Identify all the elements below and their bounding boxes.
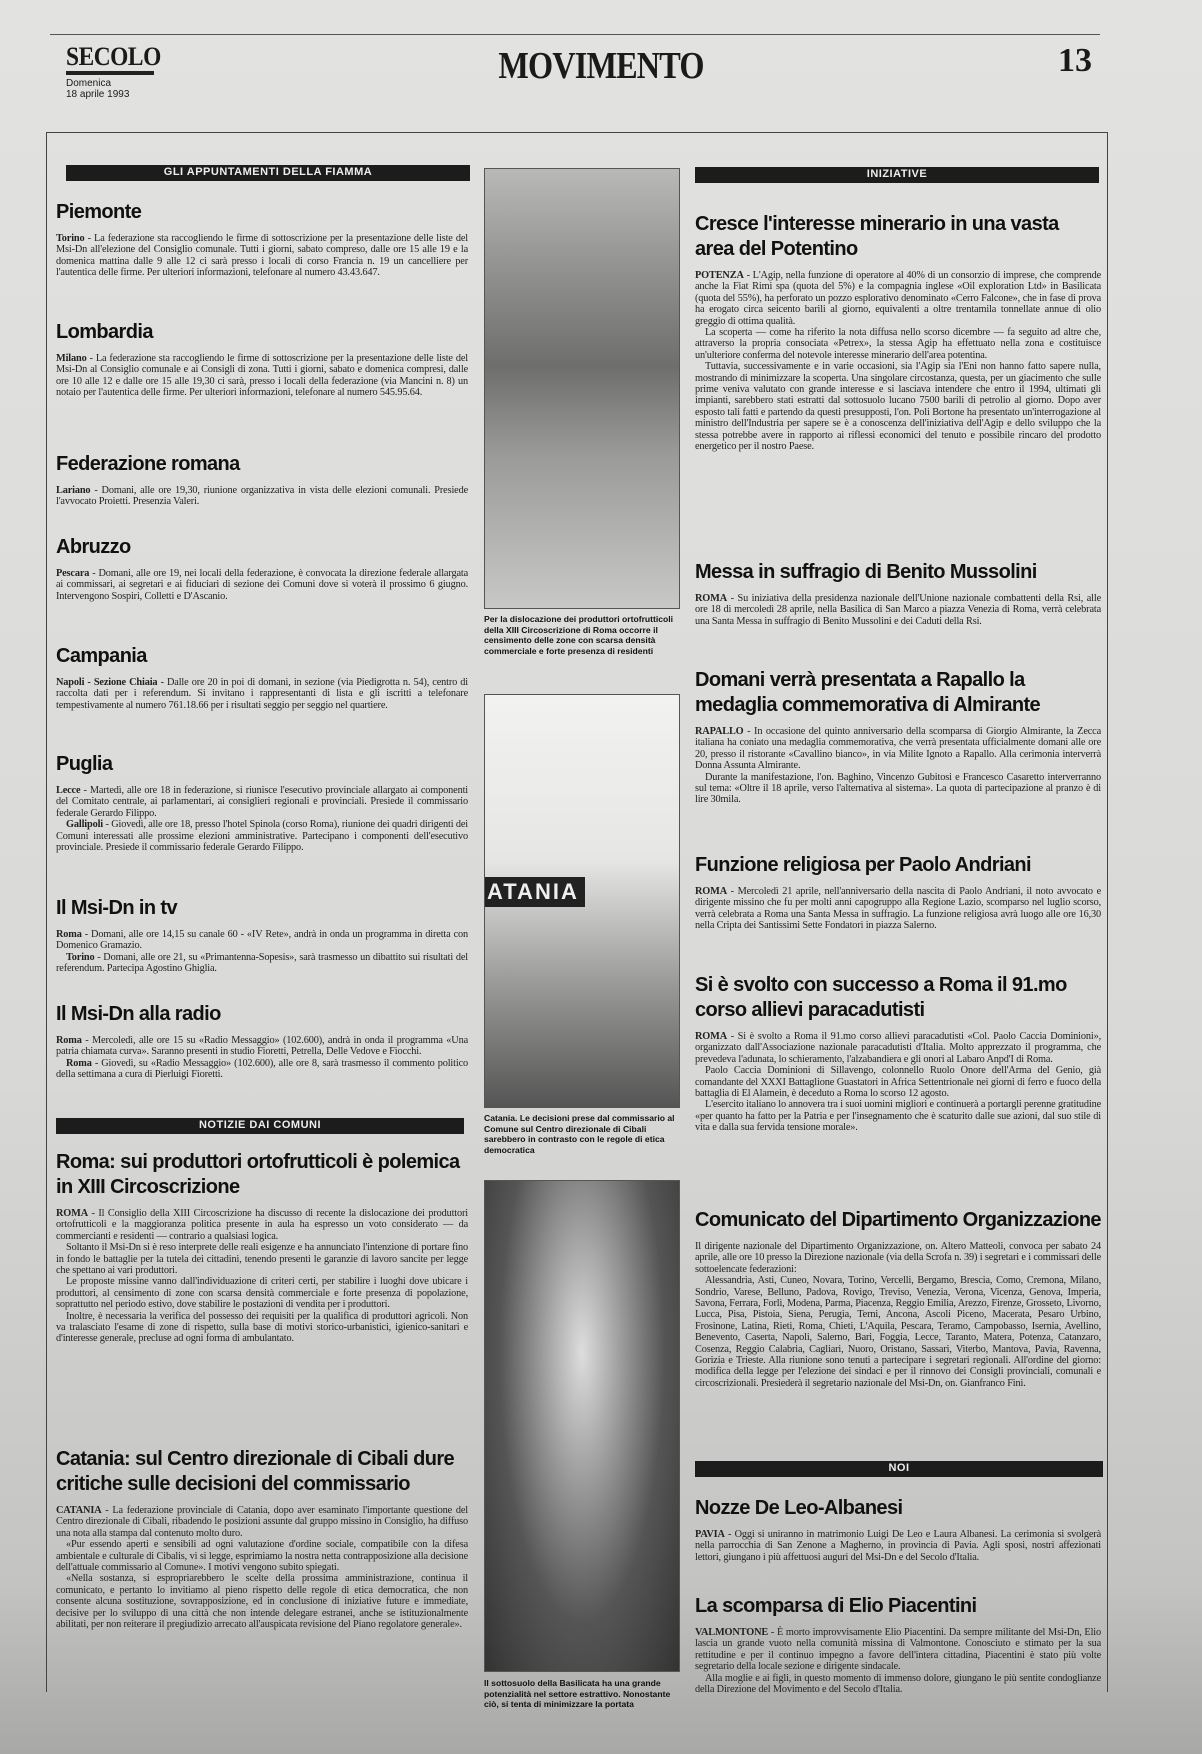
notice-section xyxy=(56,320,468,399)
body-paragraph xyxy=(56,1276,468,1310)
paragraph-text: - La federazione sta raccogliendo le firme di sottoscrizione per la presentazione delle liste del Msi-Dn all'elezione del Consiglio comunale. Tutti i giorni, sabato compreso, dalle ore 15 alle 19 e la domenica mattina dalle 9 alle 12 ci sarà presso i locali di corso Francia n. 19 un cancelliere per l'autentica delle firme. Per ulteriori informazioni, telefonare al numero 43.43.647. xyxy=(56,233,468,279)
section-heading: Puglia xyxy=(56,753,113,775)
dateline: POTENZA xyxy=(695,270,744,281)
paragraph-text: - Domani, alle ore 14,15 su canale 60 - «IV Rete», andrà in onda un programma in diretta con Domenico Gramazio. xyxy=(56,929,468,952)
body-paragraph xyxy=(695,1099,1101,1133)
paragraph-text: Inoltre, è necessaria la verifica del possesso dei requisiti per la qualifica di produttori agricoli. Non va tralasciato l'esame di zone di rispetto, sulla base di motivi storico-urbanistici, igienico-sanitari e d'interesse generale, precluse ad ogni forma di ambulantato. xyxy=(56,1310,468,1345)
body-paragraph xyxy=(56,1573,468,1630)
paragraph-text: Soltanto il Msi-Dn si è reso interprete delle reali esigenze e ha annunciato l'intenzione di portare fino in fondo le battaglie per la tutela dei cittadini, tenendo presenti le garanzie di lavoro sancite per legge che spettano ai vari produttori. xyxy=(56,1242,468,1277)
paragraph-text: - Domani, alle ore 19,30, riunione organizzativa in vista delle elezioni comunali. Presiede l'avvocato Proietti. Presenzia Valeri. xyxy=(56,485,468,508)
news-article xyxy=(695,668,1101,806)
body-paragraph xyxy=(695,1673,1101,1696)
dateline: CATANIA xyxy=(56,1505,102,1516)
section-heading: Federazione romana xyxy=(56,453,240,475)
paragraph-text: - L'Agip, nella funzione di operatore al 40% di un consorzio di imprese, che comprende anche la Fiat Rimi spa (quota del 5%) e la compagnia inglese «Oil exploration Ltd» in Basilicata (quota del 55%), ha perforato un pozzo esplorativo denominato «Cerro Falcone», che in fase di prova ha erogato circa seicento barili al giorno, equivalenti a oltre trentamila tonnellate annue di olio greggio di ottima qualità. xyxy=(695,270,1101,327)
news-article xyxy=(695,212,1101,453)
paragraph-text: - Giovedì, su «Radio Messaggio» (102.600), alle ore 8, sarà trasmesso il commento politico della settimana a cura di Pierluigi Fioretti. xyxy=(56,1057,468,1081)
paragraph-text: Paolo Caccia Dominioni di Sillavengo, colonnello Ruolo Onore dell'Arma del Genio, già comandante del XXXI Battaglione Guastatori in Africa Settentrionale nei giorni di ferro e fuoco della battaglia di El Alamein, è deceduto a Roma lo scorso 12 agosto. xyxy=(695,1065,1101,1100)
paragraph-text: Alla moglie e ai figli, in questo momento di immenso dolore, giungano le più sentite condoglianze della Direzione del Movimento e del Secolo d'Italia. xyxy=(695,1672,1101,1696)
paragraph-text: - Dalle ore 20 in poi di domani, in sezione (via Piedigrotta n. 54), centro di raccolta dati per i referendum. Si invitano i rappresentanti di lista e gli iscritti a telefonare tempestivamente al numero 761.18.66 per i risultati seggio per seggio nel quartiere. xyxy=(56,677,468,711)
body-paragraph xyxy=(56,952,468,975)
body-paragraph xyxy=(56,1539,468,1573)
dateline: ROMA xyxy=(695,593,728,604)
paragraph-text: «Pur essendo aperti e sensibili ad ogni valutazione d'ordine sociale, compatibile con la difesa ambientale e culturale di Cibalis, vi si legge, esprimiamo la nostra netta contrapposizione alla decisione dell'attuale commissario al Comune». I motivi vengono subito spiegati. xyxy=(56,1539,468,1574)
issue-date-text: 18 aprile 1993 xyxy=(66,89,130,100)
banner-notizie-comuni: NOTIZIE DAI COMUNI xyxy=(56,1118,464,1134)
section-heading: Domani verrà presentata a Rapallo la medaglia commemorativa di Almirante xyxy=(695,669,1041,716)
paragraph-text: - Mercoledì, alle ore 15 su «Radio Messaggio» (102.600), andrà in onda il programma «Una patria chiamata curva». Saranno presenti in studio Fioretti, Petrella, Delle Vedove e Fiocchi. xyxy=(56,1035,468,1058)
notice-section xyxy=(56,535,468,602)
banner-noi: NOI xyxy=(695,1461,1103,1477)
dateline: Lariano xyxy=(56,485,91,496)
body-paragraph xyxy=(56,1208,468,1242)
body-paragraph xyxy=(56,929,468,952)
section-heading: Piemonte xyxy=(56,201,142,223)
notice-section xyxy=(56,452,468,508)
paragraph-text: - Oggi si uniranno in matrimonio Luigi De Leo e Laura Albanesi. La cerimonia si svolgerà nella parrocchia di San Zenone a Magherno, in provincia di Pavia. Agli sposi, nostri affezionati lettori, giungano i più affettuosi auguri del Msi-Dn e del Secolo d'Italia. xyxy=(695,1529,1101,1563)
notice-section xyxy=(56,200,468,279)
paragraph-text: - È morto improvvisamente Elio Piacentini. Da sempre militante del Msi-Dn, Elio lascia un grande vuoto nella comunità missina di Valmontone. Conosciuto e stimato per la sua rettitudine e per il continuo impegno a favore dell'intera cittadina, Piacentini è stato più volte segretario della locale sezione e dirigente sindacale. xyxy=(695,1627,1101,1673)
banner-appuntamenti: GLI APPUNTAMENTI DELLA FIAMMA xyxy=(66,165,470,181)
notice-section xyxy=(56,1002,468,1081)
paragraph-text: - La federazione provinciale di Catania, dopo aver esaminato l'importante questione del Centro direzionale di Cibali, ribadendo le posizioni assunte dal gruppo missino in Consiglio, ha diffuso una nota alla stampa dal contenuto molto duro. xyxy=(56,1505,468,1539)
photo-caption: Il sottosuolo della Basilicata ha una grande potenzialità nel settore estrattivo. Nonostante ciò, si tenta di minimizzare la portata xyxy=(484,1678,671,1710)
notice-section xyxy=(56,644,468,711)
body-paragraph xyxy=(56,485,468,508)
photo-oil-rig xyxy=(484,1180,680,1672)
issue-day: Domenica xyxy=(66,78,112,89)
body-paragraph xyxy=(56,568,468,602)
news-article xyxy=(695,973,1101,1134)
dateline: ROMA xyxy=(695,886,728,897)
body-paragraph xyxy=(56,819,468,853)
body-paragraph xyxy=(695,772,1101,806)
body-paragraph xyxy=(695,1529,1101,1563)
banner-iniziative: INIZIATIVE xyxy=(695,167,1099,183)
body-paragraph xyxy=(56,1035,468,1058)
paragraph-text: - La federazione sta raccogliendo le firme di sottoscrizione per la presentazione delle liste del Msi-Dn al Consiglio comunale e ai Consigli di zona. Tutti i giorni, sabato e domenica compresi, dalle ore 10 alle 12 e dalle ore 15 alle 19,30 ci sarà, presso i locali della federazione (via Mancini n. 8) un notaio per l'autentica delle firme. Per ulteriori informazioni, telefonare al numero 545.95.64. xyxy=(56,353,468,399)
body-paragraph xyxy=(695,270,1101,327)
paragraph-text: - Giovedì, alle ore 18, presso l'hotel Spinola (corso Roma), riunione dei quadri dirigenti dei Comuni interessati alle prossime elezioni amministrative. Partecipano i componenti dell'esecutivo provinciale. Presiede il commissario federale Gerardo Filippo. xyxy=(56,819,468,854)
section-heading: Messa in suffragio di Benito Mussolini xyxy=(695,561,1037,583)
section-heading: Il Msi-Dn in tv xyxy=(56,897,178,919)
dateline: Lecce xyxy=(56,785,81,796)
section-heading: Il Msi-Dn alla radio xyxy=(56,1003,221,1025)
dateline: VALMONTONE xyxy=(695,1627,769,1638)
body-paragraph xyxy=(695,1627,1101,1673)
section-heading: Funzione religiosa per Paolo Andriani xyxy=(695,854,1031,876)
dateline: RAPALLO xyxy=(695,726,744,737)
body-paragraph xyxy=(56,785,468,819)
body-paragraph xyxy=(695,1241,1101,1275)
body-paragraph xyxy=(695,726,1101,772)
section-heading: Nozze De Leo-Albanesi xyxy=(695,1497,903,1519)
paragraph-text: - In occasione del quinto anniversario della scomparsa di Giorgio Almirante, la Zecca italiana ha coniato una medaglia commemorativa, che verrà presentata ufficialmente domani alle ore 20, presso il ristorante «Cavallino bianco», in via Milite Ignoto a Rapallo. Alla cerimonia interverrà Donna Assunta Almirante. xyxy=(695,726,1101,772)
paragraph-text: - Si è svolto a Roma il 91.mo corso allievi paracadutisti «Col. Paolo Caccia Dominioni», organizzato dall'Associazione nazionale paracadutisti d'Italia. Molto apprezzato il programma, che prevedeva l'adunata, lo schieramento, l'alzabandiera e gli onori al Labaro Anpd'I di Roma. xyxy=(695,1031,1101,1065)
dateline: Pescara xyxy=(56,568,90,579)
body-paragraph xyxy=(56,1505,468,1539)
body-paragraph xyxy=(695,361,1101,452)
body-paragraph xyxy=(695,886,1101,932)
section-heading: La scomparsa di Elio Piacentini xyxy=(695,1595,977,1617)
newspaper-logo: SECOLO xyxy=(66,42,161,71)
dateline: Gallipoli xyxy=(66,819,103,831)
body-paragraph xyxy=(56,353,468,399)
paragraph-text: Le proposte missine vanno dall'individuazione di criteri certi, per stabilire i luoghi dove ubicare i produttori, al censimento di zone con scarsa densità commerciale e forte presenza di popolazione, soprattutto nel periodo estivo, dove stabilire le postazioni di vendita per i produttori. xyxy=(56,1276,468,1311)
paragraph-text: Il dirigente nazionale del Dipartimento Organizzazione, on. Altero Matteoli, convoca per sabato 24 aprile, alle ore 10 presso la Direzione nazionale (via della Scrofa n. 39) i segretari e i commissari delle sottoelencate federazioni: xyxy=(695,1241,1101,1275)
section-heading: Lombardia xyxy=(56,321,153,343)
paragraph-text: Alessandria, Asti, Cuneo, Novara, Torino, Vercelli, Bergamo, Brescia, Como, Cremona, Milano, Sondrio, Varese, Belluno, Padova, Rovigo, Treviso, Venezia, Verona, Vicenza, Genova, Imperia, Savona, Ferrara, Forlì, Modena, Parma, Piacenza, Reggio Emilia, Arezzo, Firenze, Grosseto, Livorno, Lucca, Pisa, Pistoia, Siena, Perugia, Terni, Ancona, Ascoli Piceno, Macerata, Pesaro Urbino, Frosinone, Latina, Rieti, Roma, Chieti, L'Aquila, Pescara, Teramo, Campobasso, Isernia, Avellino, Benevento, Caserta, Napoli, Salerno, Bari, Foggia, Lecce, Taranto, Matera, Potenza, Catanzaro, Cosenza, Reggio Calabria, Cagliari, Nuoro, Oristano, Sassari, Viterbo, Mantova, Pavia, Ravenna, Gorizia e Trieste. Alla riunione sono tenuti a partecipare i segretari regionali. All'ordine del giorno: modifica della legge per l'elezione dei sindaci e per il rinnovo dei Consigli provinciali, comunali e circoscrizionali. Presiederà il segretario nazionale del Msi-Dn, on. Gianfranco Fini. xyxy=(695,1275,1101,1389)
paragraph-text: - Il Consiglio della XIII Circoscrizione ha discusso di recente la dislocazione dei produttori ortofrutticoli e la maggioranza politica presente in aula ha espresso un voto considerato — da commercianti e residenti — contrario a qualsiasi logica. xyxy=(56,1208,468,1242)
section-heading: Campania xyxy=(56,645,147,667)
news-article xyxy=(695,853,1101,932)
paragraph-text: La scoperta — come ha riferito la nota diffusa nello scorso dicembre — fa seguito ad altre che, attraverso la propria consociata «Petrex», la stessa Agip ha effettuato nella zona e costituisce un'ulteriore conferma del notevole interesse minerario dell'area potentina. xyxy=(695,327,1101,361)
photo-caption: Per la dislocazione dei produttori ortofrutticoli della XIII Circoscrizione di Roma occorre il censimento delle zone con scarsa densità commerciale e forte presenza di residenti xyxy=(484,614,674,656)
paragraph-text: L'esercito italiano lo annovera tra i suoi uomini migliori e continuerà a portargli perenne gratitudine «per quanto ha fatto per la Patria e per l'insegnamento che è scaturito dalle sue azioni, dal suo stile di vita e dalla sua fervida tensione morale». xyxy=(695,1099,1101,1134)
dateline: PAVIA xyxy=(695,1529,725,1540)
dateline: Milano xyxy=(56,353,87,364)
section-heading: Catania: sul Centro direzionale di Cibali dure critiche sulle decisioni del commissario xyxy=(56,1448,455,1495)
body-paragraph xyxy=(695,327,1101,361)
notice-section xyxy=(56,752,468,853)
dateline: Roma xyxy=(56,929,82,940)
noi-article xyxy=(695,1594,1101,1695)
photo-caption: Catania. Le decisioni prese dal commissario al Comune sul Centro direzionale di Cibali sarebbero in contrasto con le regole di etica democratica xyxy=(484,1113,675,1155)
section-title: MOVIMENTO xyxy=(498,45,704,87)
photo-sign-text: ATANIA xyxy=(484,877,585,907)
paragraph-text: Durante la manifestazione, l'on. Baghino, Vincenzo Gubitosi e Francesco Casaretto interverranno sul tema: «Oltre il 18 aprile, verso l'alternativa al sistema». La quota di partecipazione al pranzo è di lire 30mila. xyxy=(695,771,1101,806)
dateline: ROMA xyxy=(695,1031,728,1042)
notice-section xyxy=(56,896,468,975)
dateline: Napoli - Sezione Chiaia xyxy=(56,677,158,688)
paragraph-text: - Su iniziativa della presidenza nazionale dell'Unione nazionale combattenti della Rsi, alle ore 18 di mercoledì 28 aprile, nella Basilica di San Marco a piazza Venezia di Roma, verrà celebrata una Santa Messa in suffragio di Benito Mussolini e dei Caduti della Rsi. xyxy=(695,593,1101,627)
dateline: Roma xyxy=(66,1057,92,1069)
section-heading: Si è svolto con successo a Roma il 91.mo corso allievi paracadutisti xyxy=(695,974,1067,1021)
top-rule xyxy=(50,34,1100,35)
news-article xyxy=(695,1208,1101,1389)
page-number: 13 xyxy=(1058,42,1092,79)
noi-article xyxy=(695,1496,1101,1563)
body-paragraph xyxy=(56,677,468,711)
paragraph-text: - Domani, alle ore 19, nei locali della federazione, è convocata la direzione federale allargata ai commissari, ai segretari e ai fiduciari di sezione dei Comuni dove si voterà il prossimo 6 giugno. Intervengono Sospiri, Colletti e D'Ascanio. xyxy=(56,568,468,602)
paragraph-text: - Domani, alle ore 21, su «Primantenna-Sopesis», sarà trasmesso un dibattito sui risultati del referendum. Partecipa Agostino Ghiglia. xyxy=(56,951,468,975)
news-article xyxy=(56,1447,468,1630)
body-paragraph xyxy=(56,1311,468,1345)
dateline: Torino xyxy=(66,951,95,963)
photo-catania xyxy=(484,694,680,1108)
paragraph-text: - Mercoledì 21 aprile, nell'anniversario della nascita di Paolo Andriani, il noto avvocato e dirigente missino che fu per molti anni capogruppo alla Regione Lazio, scomparso nel luglio scorso, verrà celebrata a Roma una Santa Messa in suffragio. La funzione religiosa avrà luogo alle ore 16,30 nella Cripta dei Santissimi Sette Fondatori in piazza Salerno. xyxy=(695,886,1101,932)
paragraph-text: - Martedì, alle ore 18 in federazione, si riunisce l'esecutivo provinciale allargato ai componenti del Comitato centrale, ai parlamentari, ai consiglieri regionali e provinciali. Presiede il commissario federale Gerardo Filippo. xyxy=(56,785,468,819)
dateline: Roma xyxy=(56,1035,82,1046)
paragraph-text: Tuttavia, successivamente e in varie occasioni, sia l'Agip sia l'Eni non hanno fatto sapere nulla, mostrando di minimizzare la scoperta. Una singolare circostanza, questa, per un giacimento che sulle prime veniva valutato con grande interesse e si lasciava intendere che entro il 1994, ultimati gli impianti, sarebbero stati estratti dal sottosuolo lucano 7500 barili di petrolio al giorno. Dopo aver esposto tali fatti e partendo da questi presupposti, l'on. Poli Bortone ha presentato un'interrogazione al ministro dell'Industria per sapere se è a conoscenza dell'iniziativa dell'Agip e dello sviluppo che la stessa potrebbe avere in rapporto ai riflessi economici del tenuto e possibile rincaro del prodotto energetico per il nostro Paese. xyxy=(695,361,1101,453)
news-article xyxy=(695,560,1101,627)
dateline: ROMA xyxy=(56,1208,89,1219)
section-heading: Roma: sui produttori ortofrutticoli è polemica in XIII Circoscrizione xyxy=(56,1151,460,1198)
dateline: Torino xyxy=(56,233,85,244)
body-paragraph xyxy=(695,1065,1101,1099)
photo-market xyxy=(484,168,680,609)
section-heading: Comunicato del Dipartimento Organizzazione xyxy=(695,1209,1101,1231)
section-heading: Cresce l'interesse minerario in una vasta area del Potentino xyxy=(695,213,1059,260)
body-paragraph xyxy=(695,593,1101,627)
body-paragraph xyxy=(695,1275,1101,1389)
paragraph-text: «Nella sostanza, si espropriarebbero le scelte della prossima amministrazione, continua il comunicato, e pertanto lo invitiamo al pieno rispetto delle regole di etica democratica, che non consente alcuna sostituzione, sovrapposizione, ed in conclusione di iniziative future e immediate, decisive per lo sviluppo di una città che non intende delegare estranei, anche se istituzionalmente abilitati, per non reiterare il pregiudizio arrecato all'auspicata revisione del Piano regolatore generale». xyxy=(56,1573,468,1631)
body-paragraph xyxy=(695,1031,1101,1065)
section-heading: Abruzzo xyxy=(56,536,131,558)
body-paragraph xyxy=(56,1242,468,1276)
body-paragraph xyxy=(56,233,468,279)
news-article xyxy=(56,1150,468,1345)
body-paragraph xyxy=(56,1058,468,1081)
